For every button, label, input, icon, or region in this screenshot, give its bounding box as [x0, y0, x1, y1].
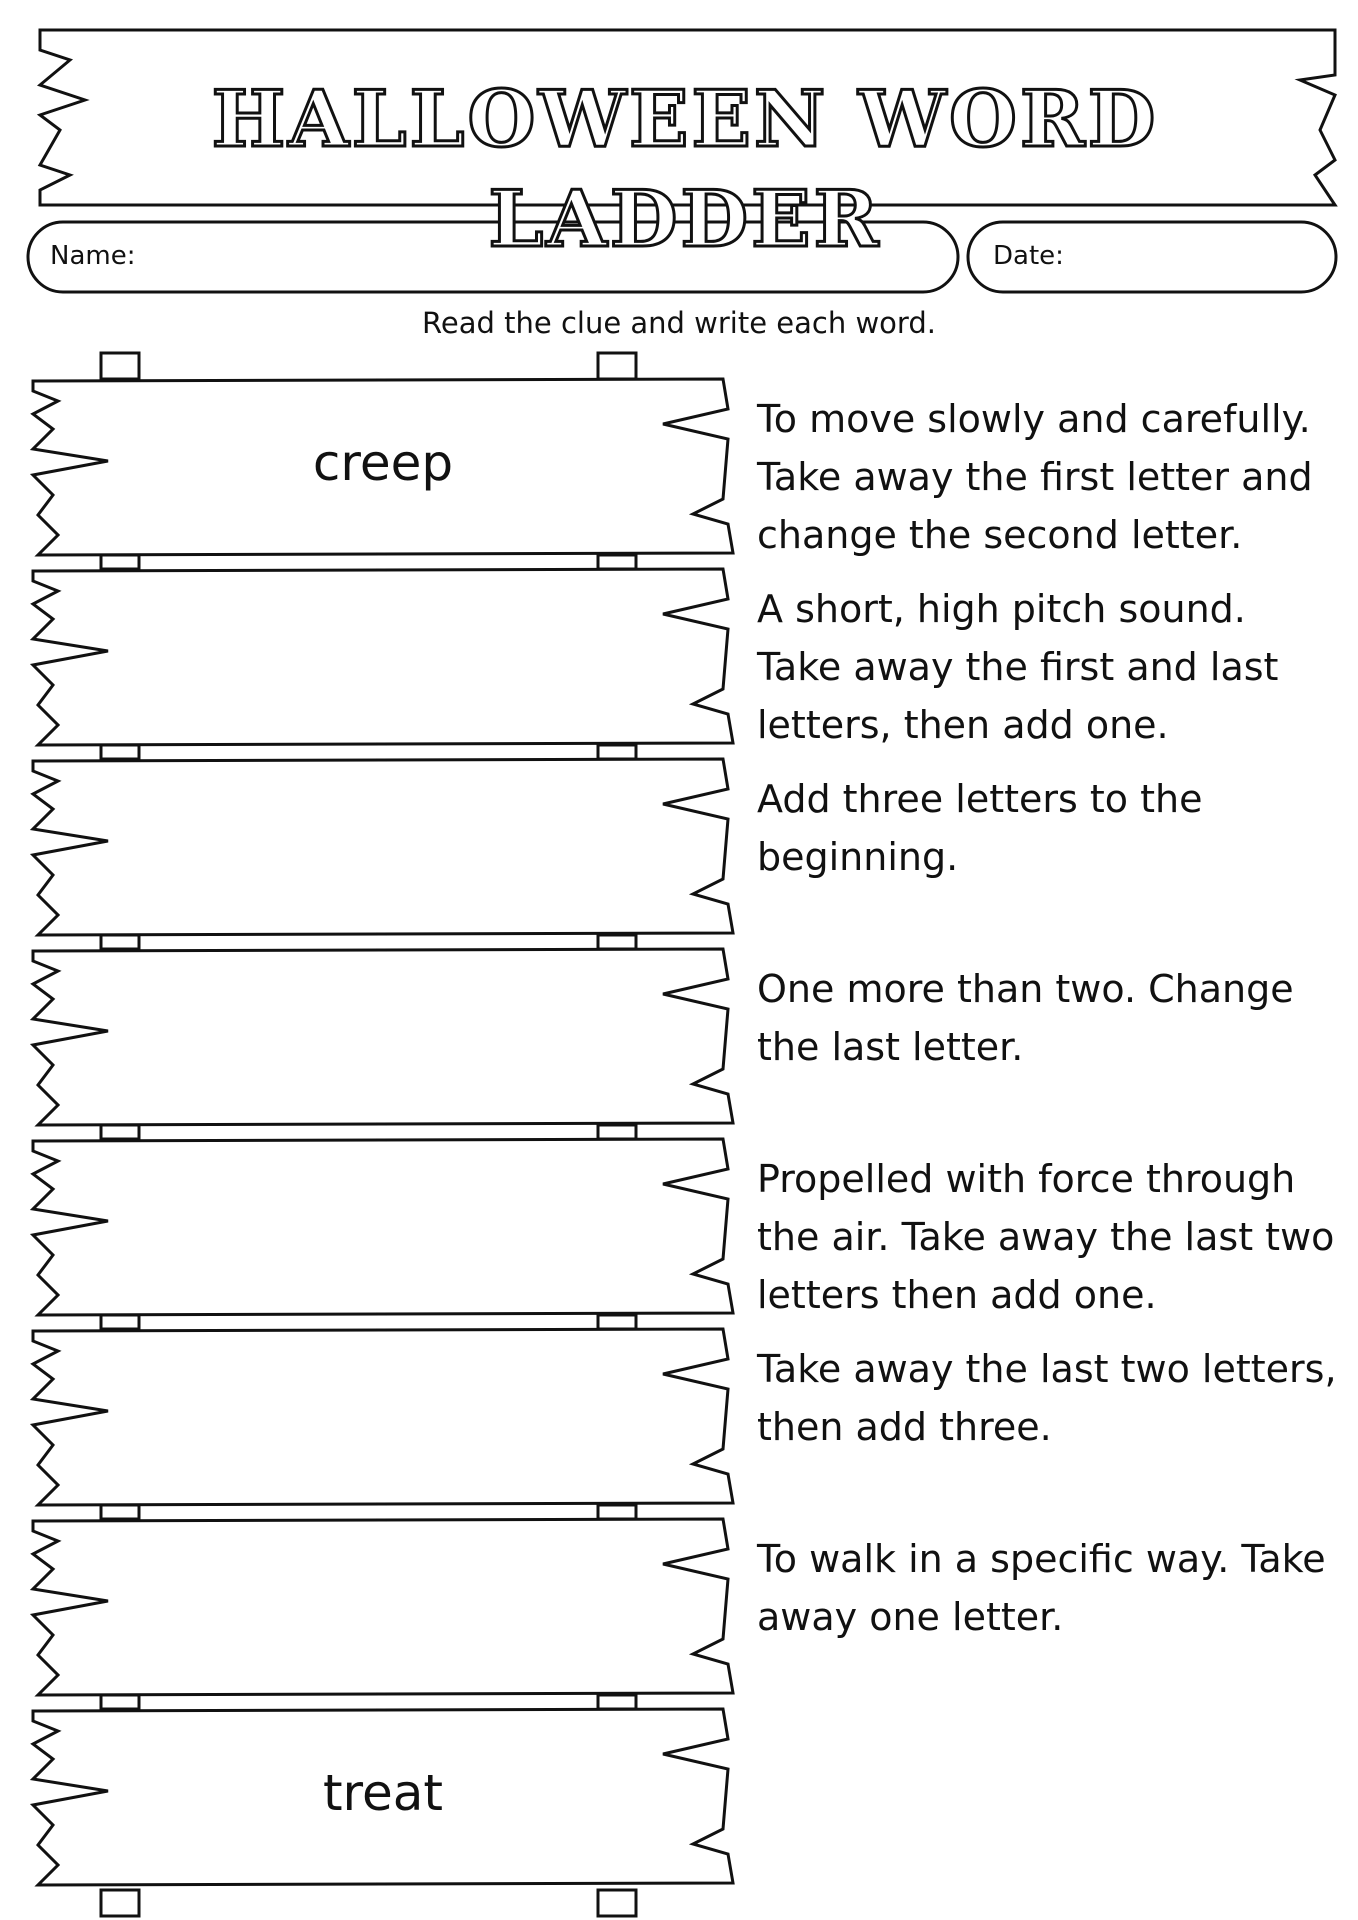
- ladder-clue-2: A short, high pitch sound. Take away the first and last letters, then add one.: [757, 587, 1279, 747]
- ladder-clue-1: To move slowly and carefully. Take away the first letter and change the second letter.: [757, 397, 1313, 557]
- plank-connector-2-left: [101, 745, 139, 759]
- ladder-clue-5: Propelled with force through the air. Take away the last two letters then add one.: [757, 1157, 1335, 1317]
- worksheet-title: HALLOWEEN WORD LADDER: [211, 74, 1159, 265]
- plank-connector-7-left: [101, 1695, 139, 1709]
- instructions-text: Read the clue and write each word.: [422, 306, 936, 340]
- date-label: Date:: [993, 241, 1064, 271]
- plank-connector-4-left: [101, 1125, 139, 1139]
- plank-board-5: [33, 1139, 733, 1315]
- plank-connector-3-right: [598, 935, 636, 949]
- plank-board-7: [33, 1519, 733, 1695]
- ladder-clue-6: Take away the last two letters, then add three.: [757, 1347, 1337, 1449]
- ladder-clue-3: Add three letters to the beginning.: [757, 777, 1203, 879]
- plank-connector-5-left: [101, 1315, 139, 1329]
- ladder-word-1[interactable]: creep: [312, 434, 454, 492]
- plank-connector-1-right: [598, 555, 636, 569]
- plank-board-3: [33, 759, 733, 935]
- plank-connector-6-left: [101, 1505, 139, 1519]
- name-label: Name:: [50, 241, 136, 271]
- ladder-clue-7: To walk in a specific way. Take away one letter.: [757, 1537, 1326, 1639]
- plank-connector-6-right: [598, 1505, 636, 1519]
- plank-board-6: [33, 1329, 733, 1505]
- plank-connector-2-right: [598, 745, 636, 759]
- plank-board-2: [33, 569, 733, 745]
- ladder-word-8[interactable]: treat: [322, 1764, 444, 1822]
- plank-board-4: [33, 949, 733, 1125]
- plank-connector-1-left: [101, 555, 139, 569]
- plank-connector-5-right: [598, 1315, 636, 1329]
- plank-connector-3-left: [101, 935, 139, 949]
- ladder-clue-4: One more than two. Change the last letter.: [757, 967, 1294, 1069]
- plank-connector-4-right: [598, 1125, 636, 1139]
- plank-connector-7-right: [598, 1695, 636, 1709]
